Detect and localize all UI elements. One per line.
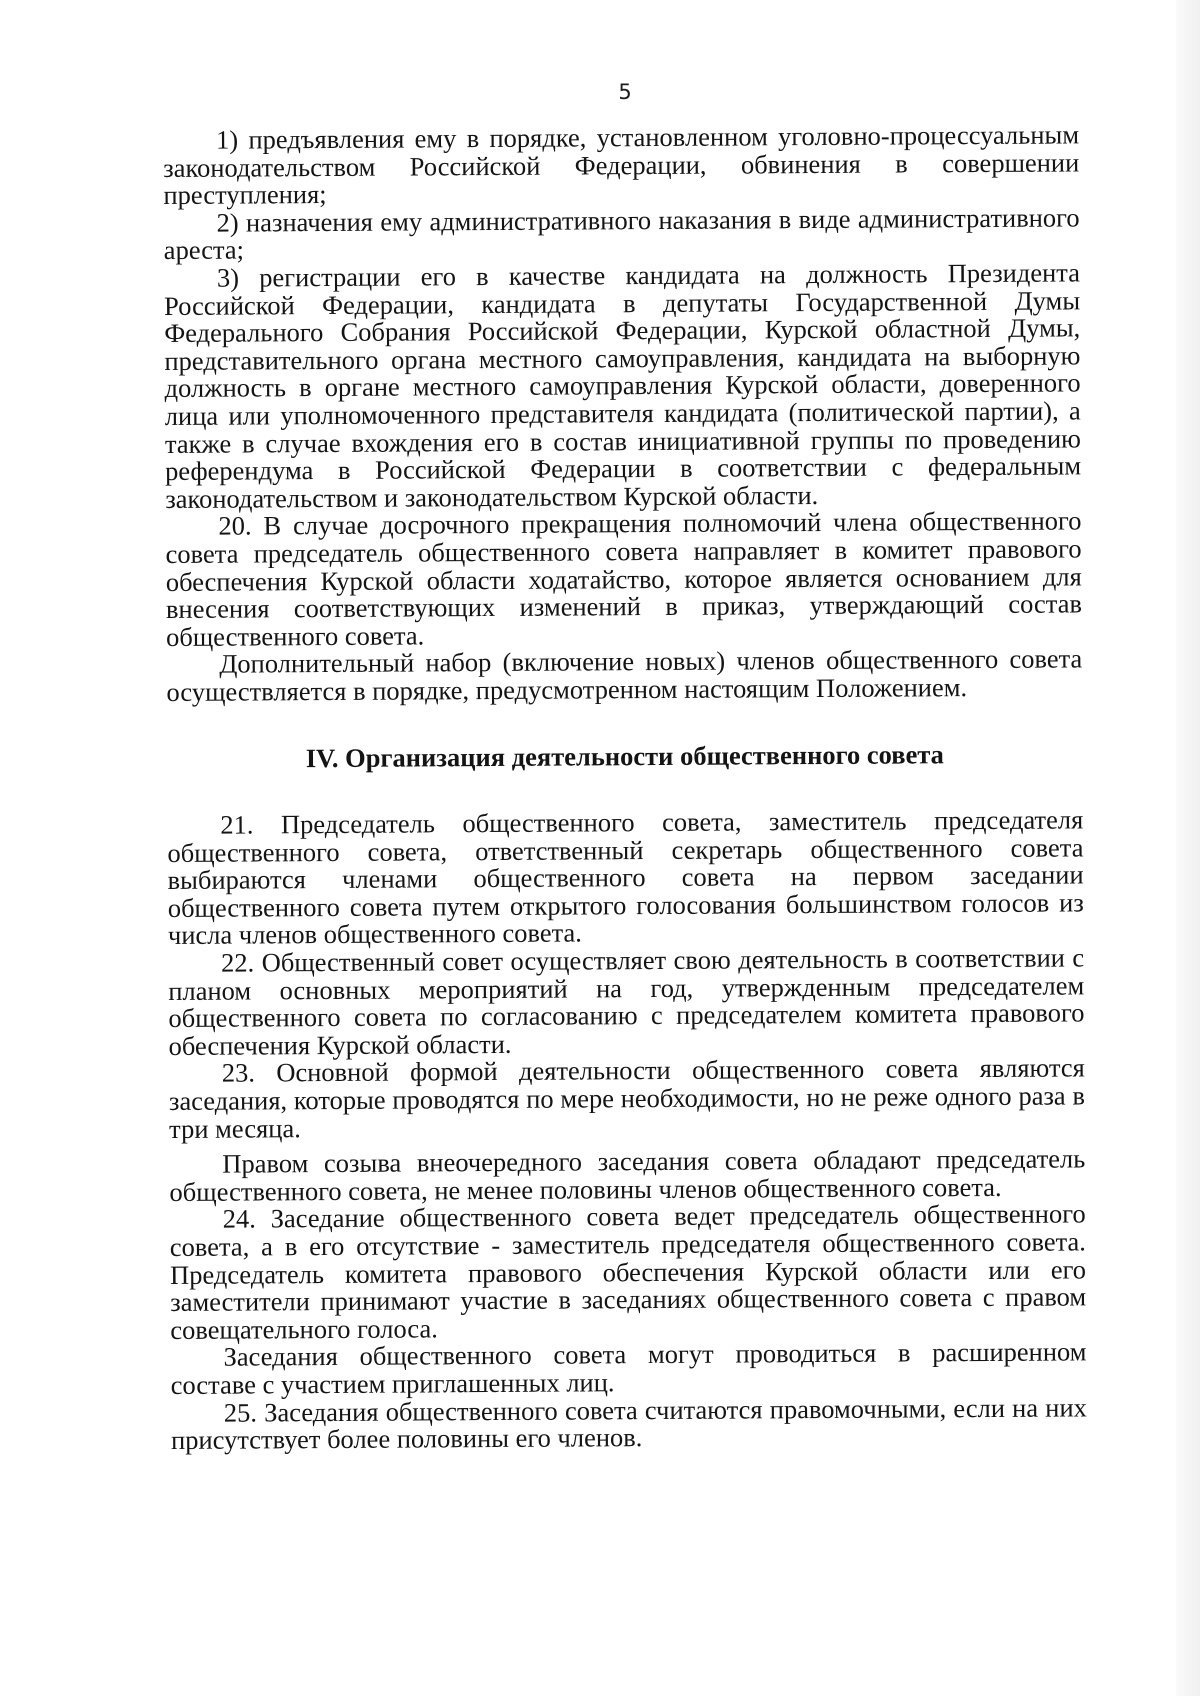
clause-21: 21. Председатель общественного совета, заместитель председателя общественного совета, ответственный секретарь общественного совета выбираются членами общественного совета на первом заседании общественного совета путем открытого голосования большинством голосов из числа членов общественного совета. <box>167 804 1084 951</box>
clause-25: 25. Заседания общественного совета считаются правомочными, если на них присутствует более половины его членов. <box>170 1391 1087 1456</box>
page-number: 5 <box>618 80 632 104</box>
clause-24-expanded: Заседания общественного совета могут проводиться в расширенном составе с участием приглашенных лиц. <box>170 1336 1087 1400</box>
list-item-2: 2) назначения ему административного наказания в виде административного ареста; <box>163 202 1080 266</box>
scan-edge-shadow <box>1176 0 1200 1696</box>
document-body <box>163 121 1087 1454</box>
clause-23: 23. Основной формой деятельности общественного совета являются заседания, которые проводятся по мере необходимости, но не реже одного раза в три месяца. <box>168 1052 1086 1144</box>
clause-20: 20. В случае досрочного прекращения полномочий члена общественного совета председатель общественного совета направляет в комитет правового обеспечения Курской области ходатайство, которое является основанием для внесения соответствующих изменений в приказ, утверждающий состав общественного совета. <box>165 505 1083 652</box>
clause-23-extraordinary: Правом созыва внеочередного заседания совета обладают председатель общественного совета, не менее половины членов общественного совета. <box>169 1143 1086 1207</box>
clause-20-additional: Дополнительный набор (включение новых) членов общественного совета осуществляется в порядке, предусмотренном настоящим Положением. <box>166 643 1083 707</box>
clause-24: 24. Заседание общественного совета ведет председатель общественного совета, а в его отсутствие - заместитель председателя общественного совета. Председатель комитета правового обеспечения Курской области или его заместители принимают участие в заседаниях общественного совета с правом совещательного голоса. <box>169 1198 1087 1345</box>
clause-22: 22. Общественный совет осуществляет свою деятельность в соответствии с планом основных мероприятий на год, утвержденным председателем общественного совета по согласованию с председателем комитета правового обеспечения Курской области. <box>168 942 1085 1061</box>
list-item-3: 3) регистрации его в качестве кандидата на должность Президента Российской Федерации, кандидата в депутаты Государственной Думы Федерального Собрания Российской Федерации, Курской областной Думы, представительного органа местного самоуправления, кандидата на выборную должность в органе местного самоуправления Курской области, доверенного лица или уполномоченного представителя кандидата (политической партии), а также в случае вхождения его в состав инициативной группы по проведению референдума в Российской Федерации в соответствии с федеральным законодательством и законодательством Курской области. <box>163 257 1082 514</box>
section-heading: IV. Организация деятельности общественного совета <box>305 739 944 774</box>
list-item-1: 1) предъявления ему в порядке, установленном уголовно-процессуальным законодательством Российской Федерации, обвинения в совершении преступления; <box>163 119 1080 211</box>
